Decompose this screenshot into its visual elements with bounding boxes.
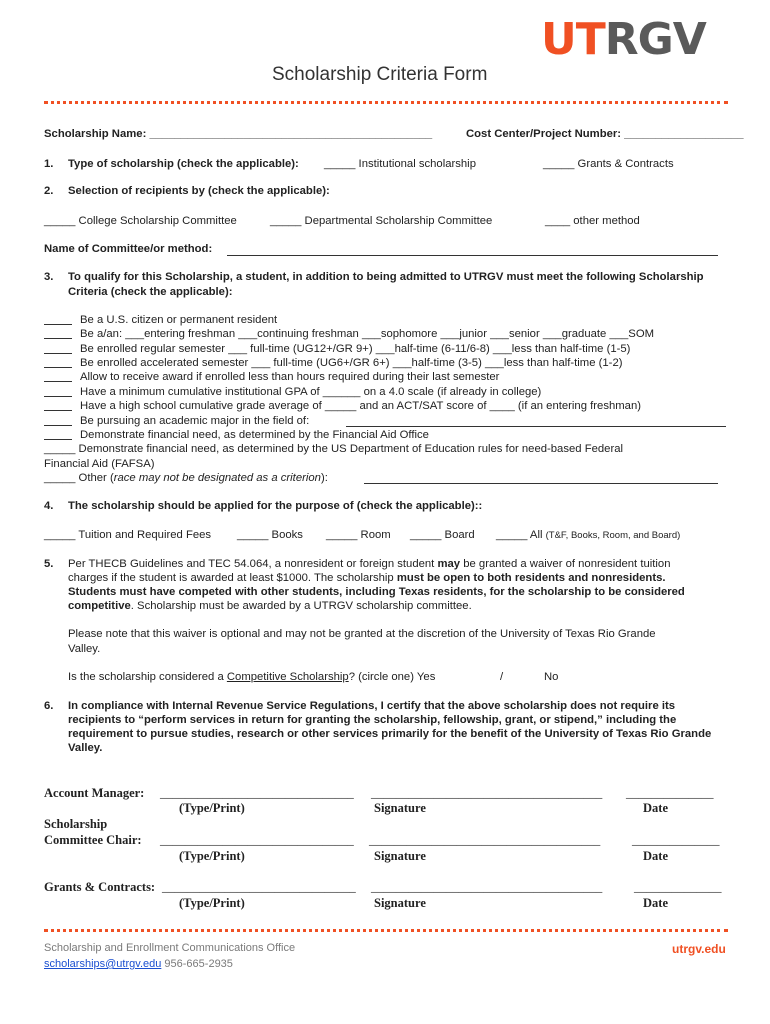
q3-item-other[interactable] [44, 472, 328, 484]
q4-option-tuition[interactable]: _____ Tuition and Required Fees [44, 529, 212, 541]
q3-checkbox-classification[interactable] [44, 328, 72, 339]
q1-label: Type of scholarship (check the applicable): [68, 158, 299, 170]
q3-other-line[interactable] [364, 473, 718, 484]
account-manager-date-caption: Date [643, 801, 668, 815]
q3-checkbox-major[interactable] [44, 415, 72, 426]
q4-label: The scholarship should be applied for the purpose of (check the applicable):: [68, 500, 483, 512]
q4-option-all-detail: (T&F, Books, Room, and Board) [545, 530, 681, 541]
q3-text-line1: To qualify for this Scholarship, a student, in addition to being admitted to UTRGV must meet the following Scholarship [68, 271, 704, 283]
q5-line2-a: charges if the student is awarded at least $1000. The scholarship [68, 572, 397, 584]
committee-chair-date-line[interactable]: ______________ [632, 833, 720, 847]
q4-option-all-label: _____ All [496, 529, 543, 541]
q3-item-classification: Be a/an: ___entering freshman ___continuing freshman ___sophomore ___junior ___senior ___graduate ___SOM [80, 328, 655, 340]
account-manager-date-line[interactable]: ______________ [626, 786, 714, 800]
account-manager-signature-caption: Signature [374, 801, 426, 815]
committee-chair-signature-caption: Signature [374, 849, 426, 863]
grants-contracts-signature-caption: Signature [374, 896, 426, 910]
committee-chair-label-1: Scholarship [44, 817, 108, 831]
q5-note-line2: Valley. [68, 643, 101, 655]
q3-checkbox-highschool[interactable] [44, 400, 72, 411]
q3-checkbox-accelerated[interactable] [44, 357, 72, 368]
q5-competitive-a: Is the scholarship considered a [68, 671, 227, 683]
q5-line4 [68, 600, 472, 612]
q5-no-option[interactable]: No [544, 671, 559, 683]
grants-contracts-signature-line[interactable]: _____________________________________ [371, 880, 603, 894]
q5-line1 [68, 558, 670, 570]
q3-item-allow: Allow to receive award if enrolled less than hours required during their last semester [80, 371, 500, 383]
grants-contracts-date-caption: Date [643, 896, 668, 910]
q4-option-room[interactable]: _____ Room [326, 529, 391, 541]
cost-center-field[interactable]: Cost Center/Project Number: ___________________ [466, 128, 744, 140]
q5-note-line1: Please note that this waiver is optional and may not be granted at the discretion of the University of Texas Rio Grande [68, 628, 656, 640]
q3-checkbox-regular[interactable] [44, 343, 72, 354]
committee-name-line[interactable] [227, 245, 718, 256]
q6-line2: recipients to “perform services in return for granting the scholarship, fellowship, grant, or stipend,” including the [68, 714, 677, 726]
logo-rgv: RGV [604, 14, 706, 65]
committee-chair-name-line[interactable]: _______________________________ [160, 833, 354, 847]
q3-text-line2: Criteria (check the applicable): [68, 286, 233, 298]
footer-office: Scholarship and Enrollment Communications Office [44, 942, 296, 954]
q5-competitive-question [68, 671, 435, 683]
account-manager-label: Account Manager: [44, 786, 145, 800]
q3-major-line[interactable] [346, 416, 726, 427]
q3-checkbox-allow[interactable] [44, 371, 72, 382]
grants-contracts-type-print: (Type/Print) [179, 896, 245, 910]
q5-line1-may: may [437, 558, 461, 570]
q1-number: 1. [44, 158, 54, 170]
grants-contracts-name-line[interactable]: _______________________________ [162, 880, 356, 894]
q3-checkbox-gpa[interactable] [44, 386, 72, 397]
q5-line2-bold: must be open to both residents and nonresidents. [396, 572, 666, 584]
account-manager-type-print: (Type/Print) [179, 801, 245, 815]
account-manager-signature-line[interactable]: _____________________________________ [371, 786, 603, 800]
q3-item-accelerated: Be enrolled accelerated semester ___ full-time (UG6+/GR 6+) ___half-time (3-5) ___less than half-time (1-2) [80, 357, 623, 369]
q5-line3: Students must have competed with other students, including Texas residents, for the scholarship to be considered [68, 586, 685, 598]
q3-item-fafsa-line2: Financial Aid (FAFSA) [44, 458, 155, 470]
q3-item-fin-aid-office: Demonstrate financial need, as determined by the Financial Aid Office [80, 429, 429, 441]
page-title: Scholarship Criteria Form [272, 64, 488, 85]
q2-option-departmental[interactable]: _____ Departmental Scholarship Committee [270, 215, 493, 227]
q3-other-end: ): [320, 472, 328, 484]
q5-line4-b: . Scholarship must be awarded by a UTRGV scholarship committee. [130, 600, 472, 612]
q3-item-gpa: Have a minimum cumulative institutional GPA of ______ on a 4.0 scale (if already in college) [80, 386, 542, 398]
q5-line2 [68, 572, 666, 584]
q6-line1: In compliance with Internal Revenue Service Regulations, I certify that the above scholarship does not require its [68, 700, 676, 712]
logo-ut: UT [541, 14, 605, 65]
q3-other-italic: race may not be designated as a criterion [113, 472, 321, 484]
q3-item-fafsa-line1[interactable]: _____ Demonstrate financial need, as determined by the US Department of Education rules for need-based Federal [44, 443, 623, 455]
q5-line4-competitive: competitive [68, 600, 131, 612]
q6-line3: requirement to pursue studies, research or other services primarily for the benefit of the University of Texas Rio Grande [68, 728, 712, 740]
account-manager-name-line[interactable]: _______________________________ [160, 786, 354, 800]
q1-option-grants[interactable]: _____ Grants & Contracts [543, 158, 674, 170]
bottom-divider [44, 929, 728, 932]
q2-option-other[interactable]: ____ other method [545, 215, 640, 227]
q5-competitive-yes[interactable]: ? (circle one) Yes [348, 671, 436, 683]
top-divider [44, 101, 728, 104]
q6-number: 6. [44, 700, 54, 712]
q5-slash: / [500, 671, 504, 683]
q4-number: 4. [44, 500, 54, 512]
scholarship-name-field[interactable]: Scholarship Name: _____________________________________________ [44, 128, 433, 140]
q2-option-college[interactable]: _____ College Scholarship Committee [44, 215, 237, 227]
q5-competitive-link: Competitive Scholarship [226, 671, 349, 683]
committee-chair-label-2: Committee Chair: [44, 833, 142, 847]
q3-item-major: Be pursuing an academic major in the field of: [80, 415, 310, 427]
footer-contact [44, 958, 233, 970]
q3-checkbox-citizen[interactable] [44, 314, 72, 325]
q5-line1-c: be granted a waiver of nonresident tuition [460, 558, 671, 570]
committee-name-label: Name of Committee/or method: [44, 243, 213, 255]
q3-item-highschool: Have a high school cumulative grade average of _____ and an ACT/SAT score of ____ (if an entering freshman) [80, 400, 641, 412]
q1-option-institutional[interactable]: _____ Institutional scholarship [324, 158, 476, 170]
q3-item-regular: Be enrolled regular semester ___ full-time (UG12+/GR 9+) ___half-time (6-11/6-8) ___less than half-time (1-5) [80, 343, 631, 355]
grants-contracts-date-line[interactable]: ______________ [634, 880, 722, 894]
committee-chair-date-caption: Date [643, 849, 668, 863]
committee-chair-type-print: (Type/Print) [179, 849, 245, 863]
q3-other-prefix: _____ Other ( [44, 472, 114, 484]
q3-item-citizen: Be a U.S. citizen or permanent resident [80, 314, 278, 326]
committee-chair-signature-line[interactable]: _____________________________________ [369, 833, 601, 847]
footer-website-link[interactable]: utrgv.edu [672, 942, 726, 956]
q4-option-all[interactable] [496, 529, 680, 541]
q2-number: 2. [44, 185, 54, 197]
q3-checkbox-fin-aid-office[interactable] [44, 429, 72, 440]
footer-phone: 956-665-2935 [161, 958, 233, 970]
grants-contracts-label: Grants & Contracts: [44, 880, 156, 894]
q4-option-books[interactable]: _____ Books [237, 529, 303, 541]
q5-number: 5. [44, 558, 54, 570]
q2-label: Selection of recipients by (check the applicable): [68, 185, 330, 197]
q3-number: 3. [44, 271, 54, 283]
utrgv-logo [541, 14, 706, 65]
footer-email-link[interactable]: scholarships@utrgv.edu [44, 958, 162, 970]
q5-line1-a: Per THECB Guidelines and TEC 54.064, a nonresident or foreign student [68, 558, 438, 570]
q6-line4: Valley. [68, 742, 103, 754]
q4-option-board[interactable]: _____ Board [410, 529, 475, 541]
